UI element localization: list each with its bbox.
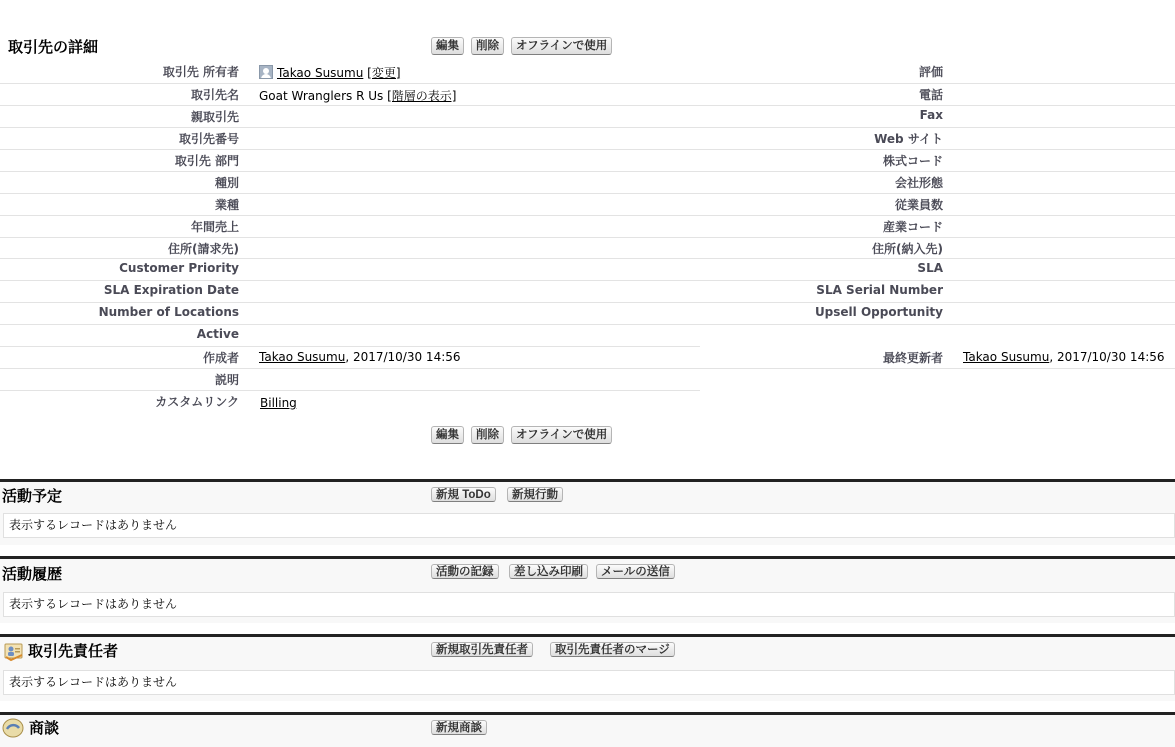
edit-button-bottom[interactable]: 編集	[431, 426, 464, 444]
open-activities-title: 活動予定	[2, 487, 63, 505]
field-label-annual-revenue: 年間売上	[190, 220, 239, 234]
opportunities-section	[0, 712, 1175, 747]
delete-button-top[interactable]: 削除	[471, 37, 504, 55]
opportunities-title: 商談	[29, 719, 60, 737]
row-divider	[0, 127, 1175, 128]
log-a-call-button[interactable]: 活動の記録	[431, 564, 499, 579]
row-divider	[0, 368, 1175, 369]
field-label-employees: 従業員数	[894, 198, 943, 212]
billing-custom-link[interactable]: Billing	[260, 396, 297, 410]
field-label-description: 説明	[214, 373, 239, 387]
delete-button-bottom[interactable]: 削除	[471, 426, 504, 444]
account-name-value	[259, 87, 456, 104]
row-divider	[0, 390, 700, 391]
field-label-ownership: 会社形態	[894, 176, 943, 190]
activity-history-empty-message: 表示するレコードはありません	[3, 592, 1175, 617]
offline-button-bottom[interactable]: オフラインで使用	[511, 426, 612, 444]
created-date: , 2017/10/30 14:56	[345, 350, 461, 364]
row-divider	[0, 258, 1175, 259]
new-contact-button[interactable]: 新規取引先責任者	[431, 642, 533, 657]
field-label-parent-account: 親取引先	[190, 110, 239, 124]
row-divider	[0, 149, 1175, 150]
field-label-account-site: 取引先 部門	[174, 154, 239, 168]
account-name-text: Goat Wranglers R Us	[259, 89, 384, 103]
row-divider	[0, 346, 700, 347]
field-label-active: Active	[196, 327, 239, 341]
field-label-website: Web サイト	[874, 132, 943, 146]
field-label-fax: Fax	[919, 108, 943, 122]
modified-by-value	[963, 350, 1165, 364]
field-label-number-of-locations: Number of Locations	[98, 305, 239, 319]
field-label-industry: 業種	[214, 198, 239, 212]
row-divider	[0, 280, 1175, 281]
edit-button-top[interactable]: 編集	[431, 37, 464, 55]
field-label-custom-links: カスタムリンク	[155, 395, 239, 409]
created-by-link[interactable]: Takao Susumu	[259, 350, 346, 364]
field-label-upsell-opportunity: Upsell Opportunity	[814, 305, 943, 319]
field-label-billing-address: 住所(請求先)	[168, 242, 239, 256]
field-label-sla-serial-number: SLA Serial Number	[816, 283, 943, 297]
open-activities-empty-message: 表示するレコードはありません	[3, 513, 1175, 538]
opportunity-icon	[2, 717, 24, 739]
new-opportunity-button[interactable]: 新規商談	[431, 720, 487, 735]
custom-link-value	[260, 396, 297, 410]
row-divider	[0, 193, 1175, 194]
offline-button-top[interactable]: オフラインで使用	[511, 37, 612, 55]
field-label-last-modified-by: 最終更新者	[882, 351, 943, 365]
field-label-owner: 取引先 所有者	[162, 65, 239, 79]
modified-by-link[interactable]: Takao Susumu	[963, 350, 1050, 364]
view-hierarchy-link[interactable]: [階層の表示]	[387, 89, 457, 103]
send-email-button[interactable]: メールの送信	[596, 564, 675, 579]
field-label-customer-priority: Customer Priority	[119, 261, 239, 275]
new-event-button[interactable]: 新規行動	[507, 487, 563, 502]
activity-history-title: 活動履歴	[2, 565, 63, 583]
field-label-phone: 電話	[918, 88, 943, 102]
field-label-shipping-address: 住所(納入先)	[872, 242, 943, 256]
contacts-title: 取引先責任者	[28, 642, 119, 660]
field-label-account-name: 取引先名	[190, 88, 239, 102]
owner-link[interactable]: Takao Susumu	[277, 66, 364, 80]
field-label-type: 種別	[214, 176, 239, 190]
field-label-ticker-symbol: 株式コード	[882, 154, 943, 168]
field-label-sic-code: 産業コード	[882, 220, 943, 234]
row-divider	[0, 215, 1175, 216]
user-icon	[259, 65, 273, 79]
row-divider	[0, 83, 1175, 84]
owner-value	[259, 64, 401, 81]
field-label-account-number: 取引先番号	[178, 132, 239, 146]
row-divider	[0, 302, 1175, 303]
field-label-sla-expiration-date: SLA Expiration Date	[103, 283, 239, 297]
row-divider	[0, 171, 1175, 172]
row-divider	[0, 237, 1175, 238]
change-owner-link[interactable]: [変更]	[367, 66, 401, 80]
row-divider	[0, 105, 1175, 106]
field-label-rating: 評価	[918, 65, 943, 79]
field-label-created-by: 作成者	[202, 351, 239, 365]
page-title: 取引先の詳細	[8, 38, 99, 56]
contacts-empty-message: 表示するレコードはありません	[3, 670, 1175, 695]
modified-date: , 2017/10/30 14:56	[1049, 350, 1165, 364]
merge-contacts-button[interactable]: 取引先責任者のマージ	[550, 642, 675, 657]
field-label-sla: SLA	[917, 261, 943, 275]
created-by-value	[259, 350, 461, 364]
contact-card-icon	[3, 640, 23, 660]
mail-merge-button[interactable]: 差し込み印刷	[509, 564, 588, 579]
row-divider	[0, 324, 1175, 325]
new-task-button[interactable]: 新規 ToDo	[431, 487, 496, 502]
